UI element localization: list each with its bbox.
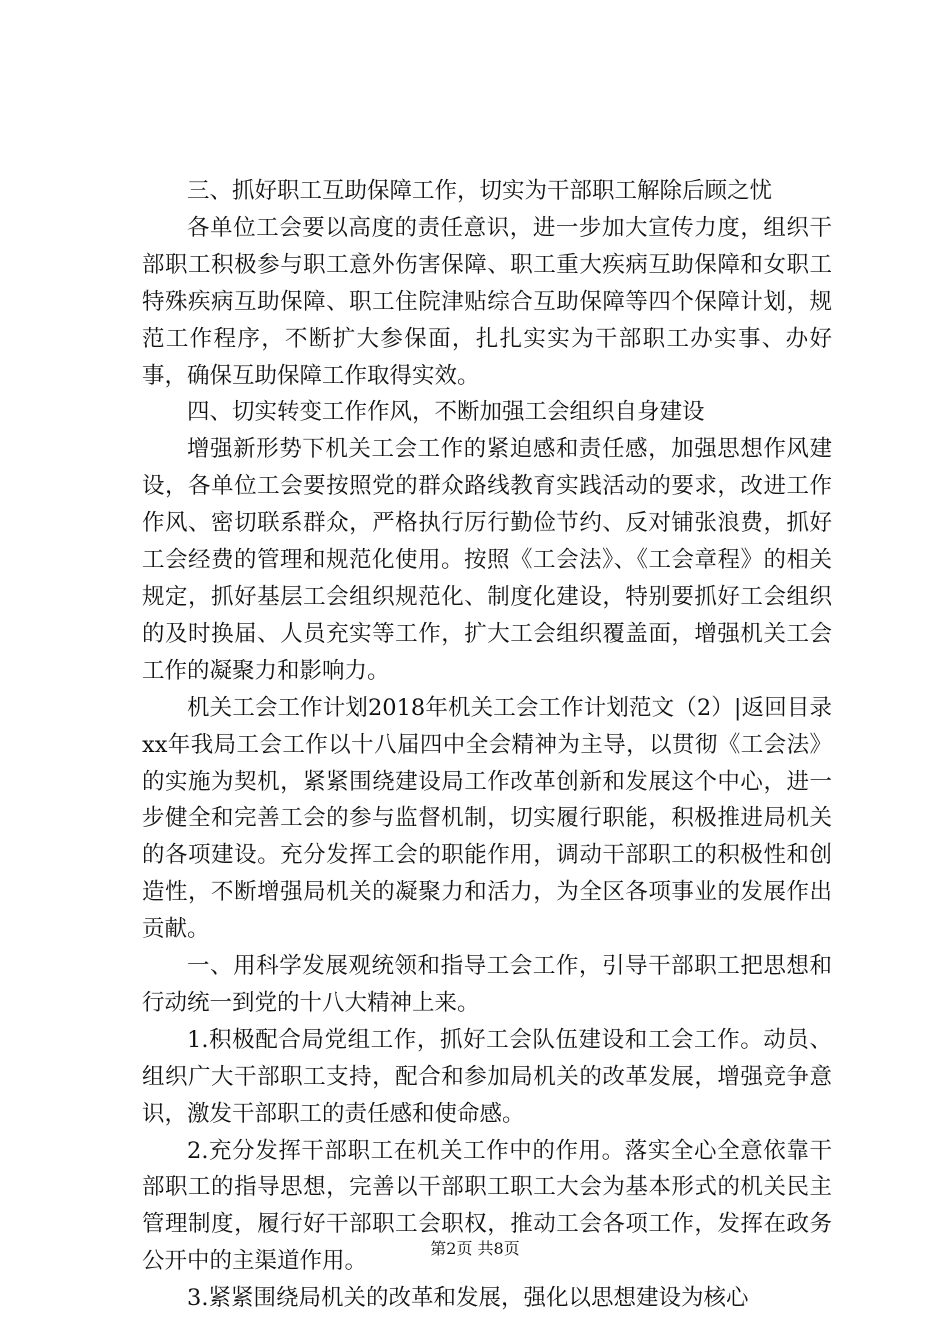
paragraph: 增强新形势下机关工会工作的紧迫感和责任感，加强思想作风建设，各单位工会要按照党的群众路线教育实践活动的要求，改进工作作风、密切联系群众，严格执行厉行勤俭节约、反对铺张浪费，抓好工会经费的管理和规范化使用。按照《工会法》、《工会章程》的相关规定，抓好基层工会组织规范化、制度化建设，特别要抓好工会组织的及时换届、人员充实等工作，扩大工会组织覆盖面，增强机关工会工作的凝聚力和影响力。: [142, 436, 832, 684]
page-number-footer: 第2页 共8页: [430, 1239, 520, 1258]
list-item: 2.充分发挥干部职工在机关工作中的作用。落实全心全意依靠干部职工的指导思想，完善以干部职工职工大会为基本形式的机关民主管理制度，履行好干部职工会职权，推动工会各项工作，发挥在政务公开中的主渠道作用。: [142, 1137, 832, 1275]
section-heading-4: 四、切实转变工作作风，不断加强工会组织自身建设: [187, 399, 705, 426]
section-heading-3: 三、抓好职工互助保障工作，切实为干部职工解除后顾之忧: [187, 178, 773, 204]
document-body: [142, 173, 832, 1317]
paragraph: 机关工会工作计划2018年机关工会工作计划范文（2）|返回目录xx年我局工会工作以十八届四中全会精神为主导，以贯彻《工会法》的实施为契机，紧紧围绕建设局工作改革创新和发展这个中心，进一步健全和完善工会的参与监督机制，切实履行职能，积极推进局机关的各项建设。充分发挥工会的职能作用，调动干部职工的积极性和创造性，不断增强局机关的凝聚力和活力，为全区各项事业的发展作出贡献。: [142, 694, 832, 943]
section-heading-1: 一、用科学发展观统领和指导工会工作，引导干部职工把思想和行动统一到党的十八大精神上来。: [142, 953, 832, 1016]
paragraph: 各单位工会要以高度的责任意识，进一步加大宣传力度，组织干部职工积极参与职工意外伤害保障、职工重大疾病互助保障和女职工特殊疾病互助保障、职工住院津贴综合互助保障等四个保障计划，规范工作程序，不断扩大参保面，扎扎实实为干部职工办实事、办好事，确保互助保障工作取得实效。: [142, 214, 832, 389]
list-item: 1.积极配合局党组工作，抓好工会队伍建设和工会工作。动员、组织广大干部职工支持，配合和参加局机关的改革发展，增强竞争意识，激发干部职工的责任感和使命感。: [142, 1026, 832, 1127]
list-item: 3.紧紧围绕局机关的改革和发展，强化以思想建设为核心: [187, 1285, 749, 1312]
